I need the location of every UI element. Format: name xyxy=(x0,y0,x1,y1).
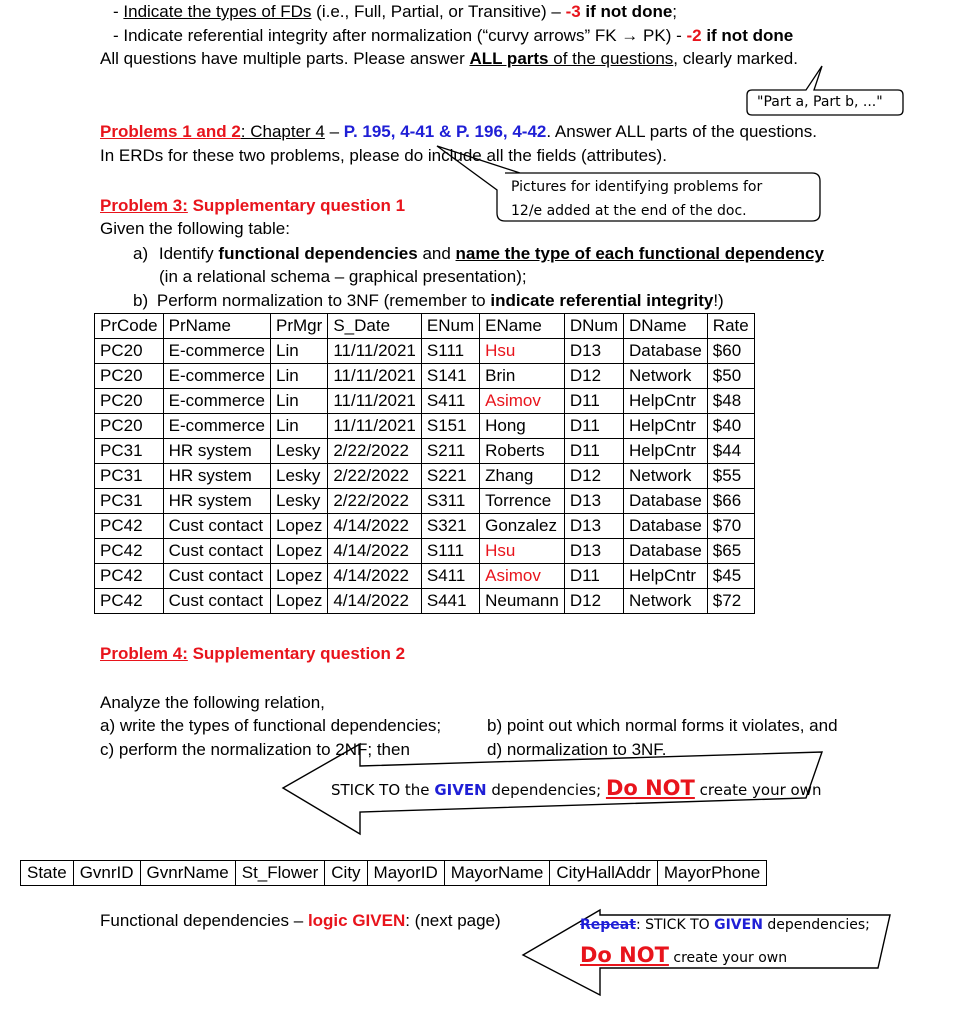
table-cell: S411 xyxy=(421,389,479,414)
erd-instruction: In ERDs for these two problems, please do include all the fields (attributes). xyxy=(100,146,667,165)
bullet-text: - Indicate referential integrity after normalization (“curvy arrows” FK xyxy=(113,26,622,45)
relation-attribute: MayorName xyxy=(444,861,550,886)
table-cell: D11 xyxy=(564,414,623,439)
table-cell: PC20 xyxy=(95,414,164,439)
do-not-word: Do NOT xyxy=(605,776,695,800)
table-cell: S221 xyxy=(421,464,479,489)
table-row xyxy=(95,389,755,414)
table-cell: Hsu xyxy=(480,339,565,364)
table-cell: Lesky xyxy=(271,439,328,464)
of-questions-text: of the questions xyxy=(548,49,674,68)
analyze-text: Analyze the following relation, xyxy=(100,693,325,712)
problem-4-subtitle: Supplementary question 2 xyxy=(187,644,406,663)
table-cell: S311 xyxy=(421,489,479,514)
column-header: PrCode xyxy=(95,314,164,339)
functional-dependencies-line xyxy=(100,910,501,932)
table-cell: $45 xyxy=(707,564,754,589)
table-cell: Lesky xyxy=(271,489,328,514)
problem-4-part-d: d) normalization to 3NF. xyxy=(487,740,667,759)
table-cell: 2/22/2022 xyxy=(328,439,422,464)
problem-3-part-b xyxy=(133,290,724,312)
problems-1-2-heading xyxy=(100,121,817,143)
relation-attribute: City xyxy=(325,861,367,886)
table-cell: Lesky xyxy=(271,464,328,489)
table-cell: S211 xyxy=(421,439,479,464)
table-cell: Database xyxy=(624,489,708,514)
table-cell: Lopez xyxy=(271,539,328,564)
table-cell: $40 xyxy=(707,414,754,439)
table-cell: E-commerce xyxy=(163,339,270,364)
part-a-bold-underlined: name the type of each functional dependency xyxy=(455,244,824,263)
instruction-end: , clearly marked. xyxy=(673,49,798,68)
table-cell: PC42 xyxy=(95,589,164,614)
table-cell: PC31 xyxy=(95,439,164,464)
table-cell: PC20 xyxy=(95,339,164,364)
table-cell: S321 xyxy=(421,514,479,539)
project-employee-table xyxy=(94,313,755,614)
table-cell: PC42 xyxy=(95,539,164,564)
instruction-text: All questions have multiple parts. Please answer xyxy=(100,49,470,68)
relation-attributes-row xyxy=(21,861,767,886)
table-cell: $65 xyxy=(707,539,754,564)
column-header: Rate xyxy=(707,314,754,339)
table-cell: Cust contact xyxy=(163,539,270,564)
column-header: PrMgr xyxy=(271,314,328,339)
table-cell: D11 xyxy=(564,439,623,464)
relation-attribute: State xyxy=(21,861,74,886)
relation-attribute: St_Flower xyxy=(235,861,325,886)
given-word: GIVEN xyxy=(714,917,763,933)
table-cell: Database xyxy=(624,539,708,564)
part-a-mid: and xyxy=(417,244,456,263)
do-not-word: Do NOT xyxy=(580,943,669,967)
pictures-callout-line2: 12/e added at the end of the doc. xyxy=(511,203,747,219)
table-cell: Lin xyxy=(271,339,328,364)
table-cell: Brin xyxy=(480,364,565,389)
part-a-line2: (in a relational schema – graphical presentation); xyxy=(159,267,527,286)
table-cell: Lin xyxy=(271,414,328,439)
penalty-value: -3 xyxy=(565,2,581,21)
table-row xyxy=(95,564,755,589)
problem-3-label: Problem 3: xyxy=(100,196,188,215)
logic-given: logic GIVEN xyxy=(307,911,406,930)
table-cell: Asimov xyxy=(480,564,565,589)
table-cell: S151 xyxy=(421,414,479,439)
problem-3-heading xyxy=(100,195,405,217)
table-row xyxy=(95,539,755,564)
table-cell: $44 xyxy=(707,439,754,464)
column-header: DNum xyxy=(564,314,623,339)
fd-next-page: : (next page) xyxy=(405,911,501,930)
table-cell: 4/14/2022 xyxy=(328,514,422,539)
table-cell: $72 xyxy=(707,589,754,614)
right-arrow-icon: → xyxy=(621,26,639,45)
table-row xyxy=(95,514,755,539)
notice-end: create your own xyxy=(694,781,822,799)
column-header: S_Date xyxy=(328,314,422,339)
problems-1-2-instruction: . Answer ALL parts of the questions. xyxy=(546,122,817,141)
repeat-end: dependencies; xyxy=(762,917,870,933)
table-cell: Cust contact xyxy=(163,514,270,539)
part-a-text: Identify xyxy=(158,244,219,263)
table-cell: Torrence xyxy=(480,489,565,514)
problem-4-part-c: c) perform the normalization to 2NF; then xyxy=(100,740,410,759)
table-cell: Lopez xyxy=(271,589,328,614)
penalty-text: if not done xyxy=(580,2,673,21)
problem-3-part-a xyxy=(133,243,824,265)
part-a-bold: functional dependencies xyxy=(218,244,418,263)
table-cell: S441 xyxy=(421,589,479,614)
table-cell: 2/22/2022 xyxy=(328,489,422,514)
table-cell: 11/11/2021 xyxy=(328,364,422,389)
table-cell: 11/11/2021 xyxy=(328,389,422,414)
table-cell: D11 xyxy=(564,564,623,589)
parts-callout-text: "Part a, Part b, ..." xyxy=(757,94,883,110)
repeat-word: Repeat xyxy=(580,917,636,933)
relation-attribute: GvnrName xyxy=(140,861,235,886)
table-cell: HelpCntr xyxy=(624,439,708,464)
table-cell: $55 xyxy=(707,464,754,489)
table-cell: 11/11/2021 xyxy=(328,414,422,439)
table-cell: PC20 xyxy=(95,364,164,389)
relation-schema xyxy=(20,860,767,886)
table-cell: $60 xyxy=(707,339,754,364)
table-cell: PC42 xyxy=(95,514,164,539)
table-row xyxy=(95,439,755,464)
fd-text: Functional dependencies – xyxy=(100,911,308,930)
table-cell: 4/14/2022 xyxy=(328,589,422,614)
column-header: EName xyxy=(480,314,565,339)
table-cell: Roberts xyxy=(480,439,565,464)
table-cell: D13 xyxy=(564,514,623,539)
table-cell: Cust contact xyxy=(163,589,270,614)
bullet-text: (i.e., Full, Partial, or Transitive) – xyxy=(311,2,566,21)
table-cell: 4/14/2022 xyxy=(328,539,422,564)
problems-1-2-title: Problems 1 and 2 xyxy=(100,122,241,141)
chapter-label: : Chapter 4 xyxy=(240,122,325,141)
table-cell: Network xyxy=(624,364,708,389)
relation-attribute: CityHallAddr xyxy=(550,861,657,886)
table-cell: Asimov xyxy=(480,389,565,414)
table-cell: D12 xyxy=(564,589,623,614)
column-header: ENum xyxy=(421,314,479,339)
relation-attribute: GvnrID xyxy=(73,861,140,886)
pictures-callout-line1: Pictures for identifying problems for xyxy=(511,179,763,195)
table-cell: PC42 xyxy=(95,564,164,589)
table-cell: Network xyxy=(624,589,708,614)
table-cell: D12 xyxy=(564,464,623,489)
problem-3-subtitle: Supplementary question 1 xyxy=(187,196,406,215)
notice-mid: dependencies; xyxy=(486,781,606,799)
relation-attribute: MayorID xyxy=(367,861,444,886)
table-cell: E-commerce xyxy=(163,364,270,389)
table-cell: HelpCntr xyxy=(624,414,708,439)
table-cell: D13 xyxy=(564,339,623,364)
repeat-notice xyxy=(580,913,870,937)
table-cell: $66 xyxy=(707,489,754,514)
penalty-value: -2 xyxy=(686,26,702,45)
part-b-text: Perform normalization to 3NF (remember to xyxy=(156,291,491,310)
table-cell: Database xyxy=(624,339,708,364)
table-cell: HelpCntr xyxy=(624,564,708,589)
penalty-text: if not done xyxy=(701,26,794,45)
column-header: DName xyxy=(624,314,708,339)
table-cell: Lin xyxy=(271,389,328,414)
table-cell: 11/11/2021 xyxy=(328,339,422,364)
table-row xyxy=(95,364,755,389)
part-b-bold: indicate referential integrity xyxy=(490,291,714,310)
table-cell: 4/14/2022 xyxy=(328,564,422,589)
given-word: GIVEN xyxy=(434,781,487,799)
repeat-notice-line2 xyxy=(580,942,787,971)
bullet-end: ; xyxy=(672,2,678,21)
table-cell: Cust contact xyxy=(163,564,270,589)
table-cell: Lopez xyxy=(271,564,328,589)
table-cell: D11 xyxy=(564,389,623,414)
create-own-text: create your own xyxy=(668,950,788,966)
relation-attribute: MayorPhone xyxy=(657,861,766,886)
table-cell: PC31 xyxy=(95,489,164,514)
given-table-text: Given the following table: xyxy=(100,219,290,238)
all-parts-emphasis: ALL parts xyxy=(469,49,549,68)
table-cell: 2/22/2022 xyxy=(328,464,422,489)
table-row xyxy=(95,414,755,439)
table-cell: D13 xyxy=(564,539,623,564)
table-row xyxy=(95,589,755,614)
table-cell: Neumann xyxy=(480,589,565,614)
table-cell: E-commerce xyxy=(163,389,270,414)
table-cell: D12 xyxy=(564,364,623,389)
bullet-text-2: PK) - xyxy=(638,26,687,45)
dash: – xyxy=(324,122,344,141)
table-cell: HR system xyxy=(163,489,270,514)
table-cell: $48 xyxy=(707,389,754,414)
table-cell: S111 xyxy=(421,539,479,564)
table-cell: D13 xyxy=(564,489,623,514)
table-cell: $70 xyxy=(707,514,754,539)
table-cell: HR system xyxy=(163,464,270,489)
table-row xyxy=(95,339,755,364)
part-b-end: !) xyxy=(713,291,724,310)
table-cell: S411 xyxy=(421,564,479,589)
table-row xyxy=(95,464,755,489)
repeat-text: : STICK TO xyxy=(635,917,715,933)
bullet-dash: - xyxy=(113,2,124,21)
problem-4-part-a: a) write the types of functional dependencies; xyxy=(100,716,442,735)
table-cell: Database xyxy=(624,514,708,539)
table-cell: Gonzalez xyxy=(480,514,565,539)
table-cell: Network xyxy=(624,464,708,489)
table-cell: Hsu xyxy=(480,539,565,564)
table-cell: Lin xyxy=(271,364,328,389)
table-cell: PC20 xyxy=(95,389,164,414)
table-cell: HelpCntr xyxy=(624,389,708,414)
problem-4-part-b: b) point out which normal forms it violates, and xyxy=(487,716,838,735)
fd-types-link[interactable]: Indicate the types of FDs xyxy=(123,2,312,21)
stick-to-given-notice xyxy=(331,775,821,803)
table-row xyxy=(95,489,755,514)
part-b-label: b) xyxy=(133,291,149,310)
table-cell: E-commerce xyxy=(163,414,270,439)
part-a-label: a) xyxy=(133,244,149,263)
problem-4-label: Problem 4: xyxy=(100,644,188,663)
problem-4-heading xyxy=(100,643,405,665)
table-cell: PC31 xyxy=(95,464,164,489)
table-cell: Zhang xyxy=(480,464,565,489)
table-cell: Hong xyxy=(480,414,565,439)
table-cell: S111 xyxy=(421,339,479,364)
page-references: P. 195, 4-41 & P. 196, 4-42 xyxy=(343,122,547,141)
table-cell: S141 xyxy=(421,364,479,389)
table-header-row xyxy=(95,314,755,339)
table-cell: $50 xyxy=(707,364,754,389)
column-header: PrName xyxy=(163,314,270,339)
table-cell: HR system xyxy=(163,439,270,464)
table-cell: Lopez xyxy=(271,514,328,539)
notice-text: STICK TO the xyxy=(331,781,435,799)
